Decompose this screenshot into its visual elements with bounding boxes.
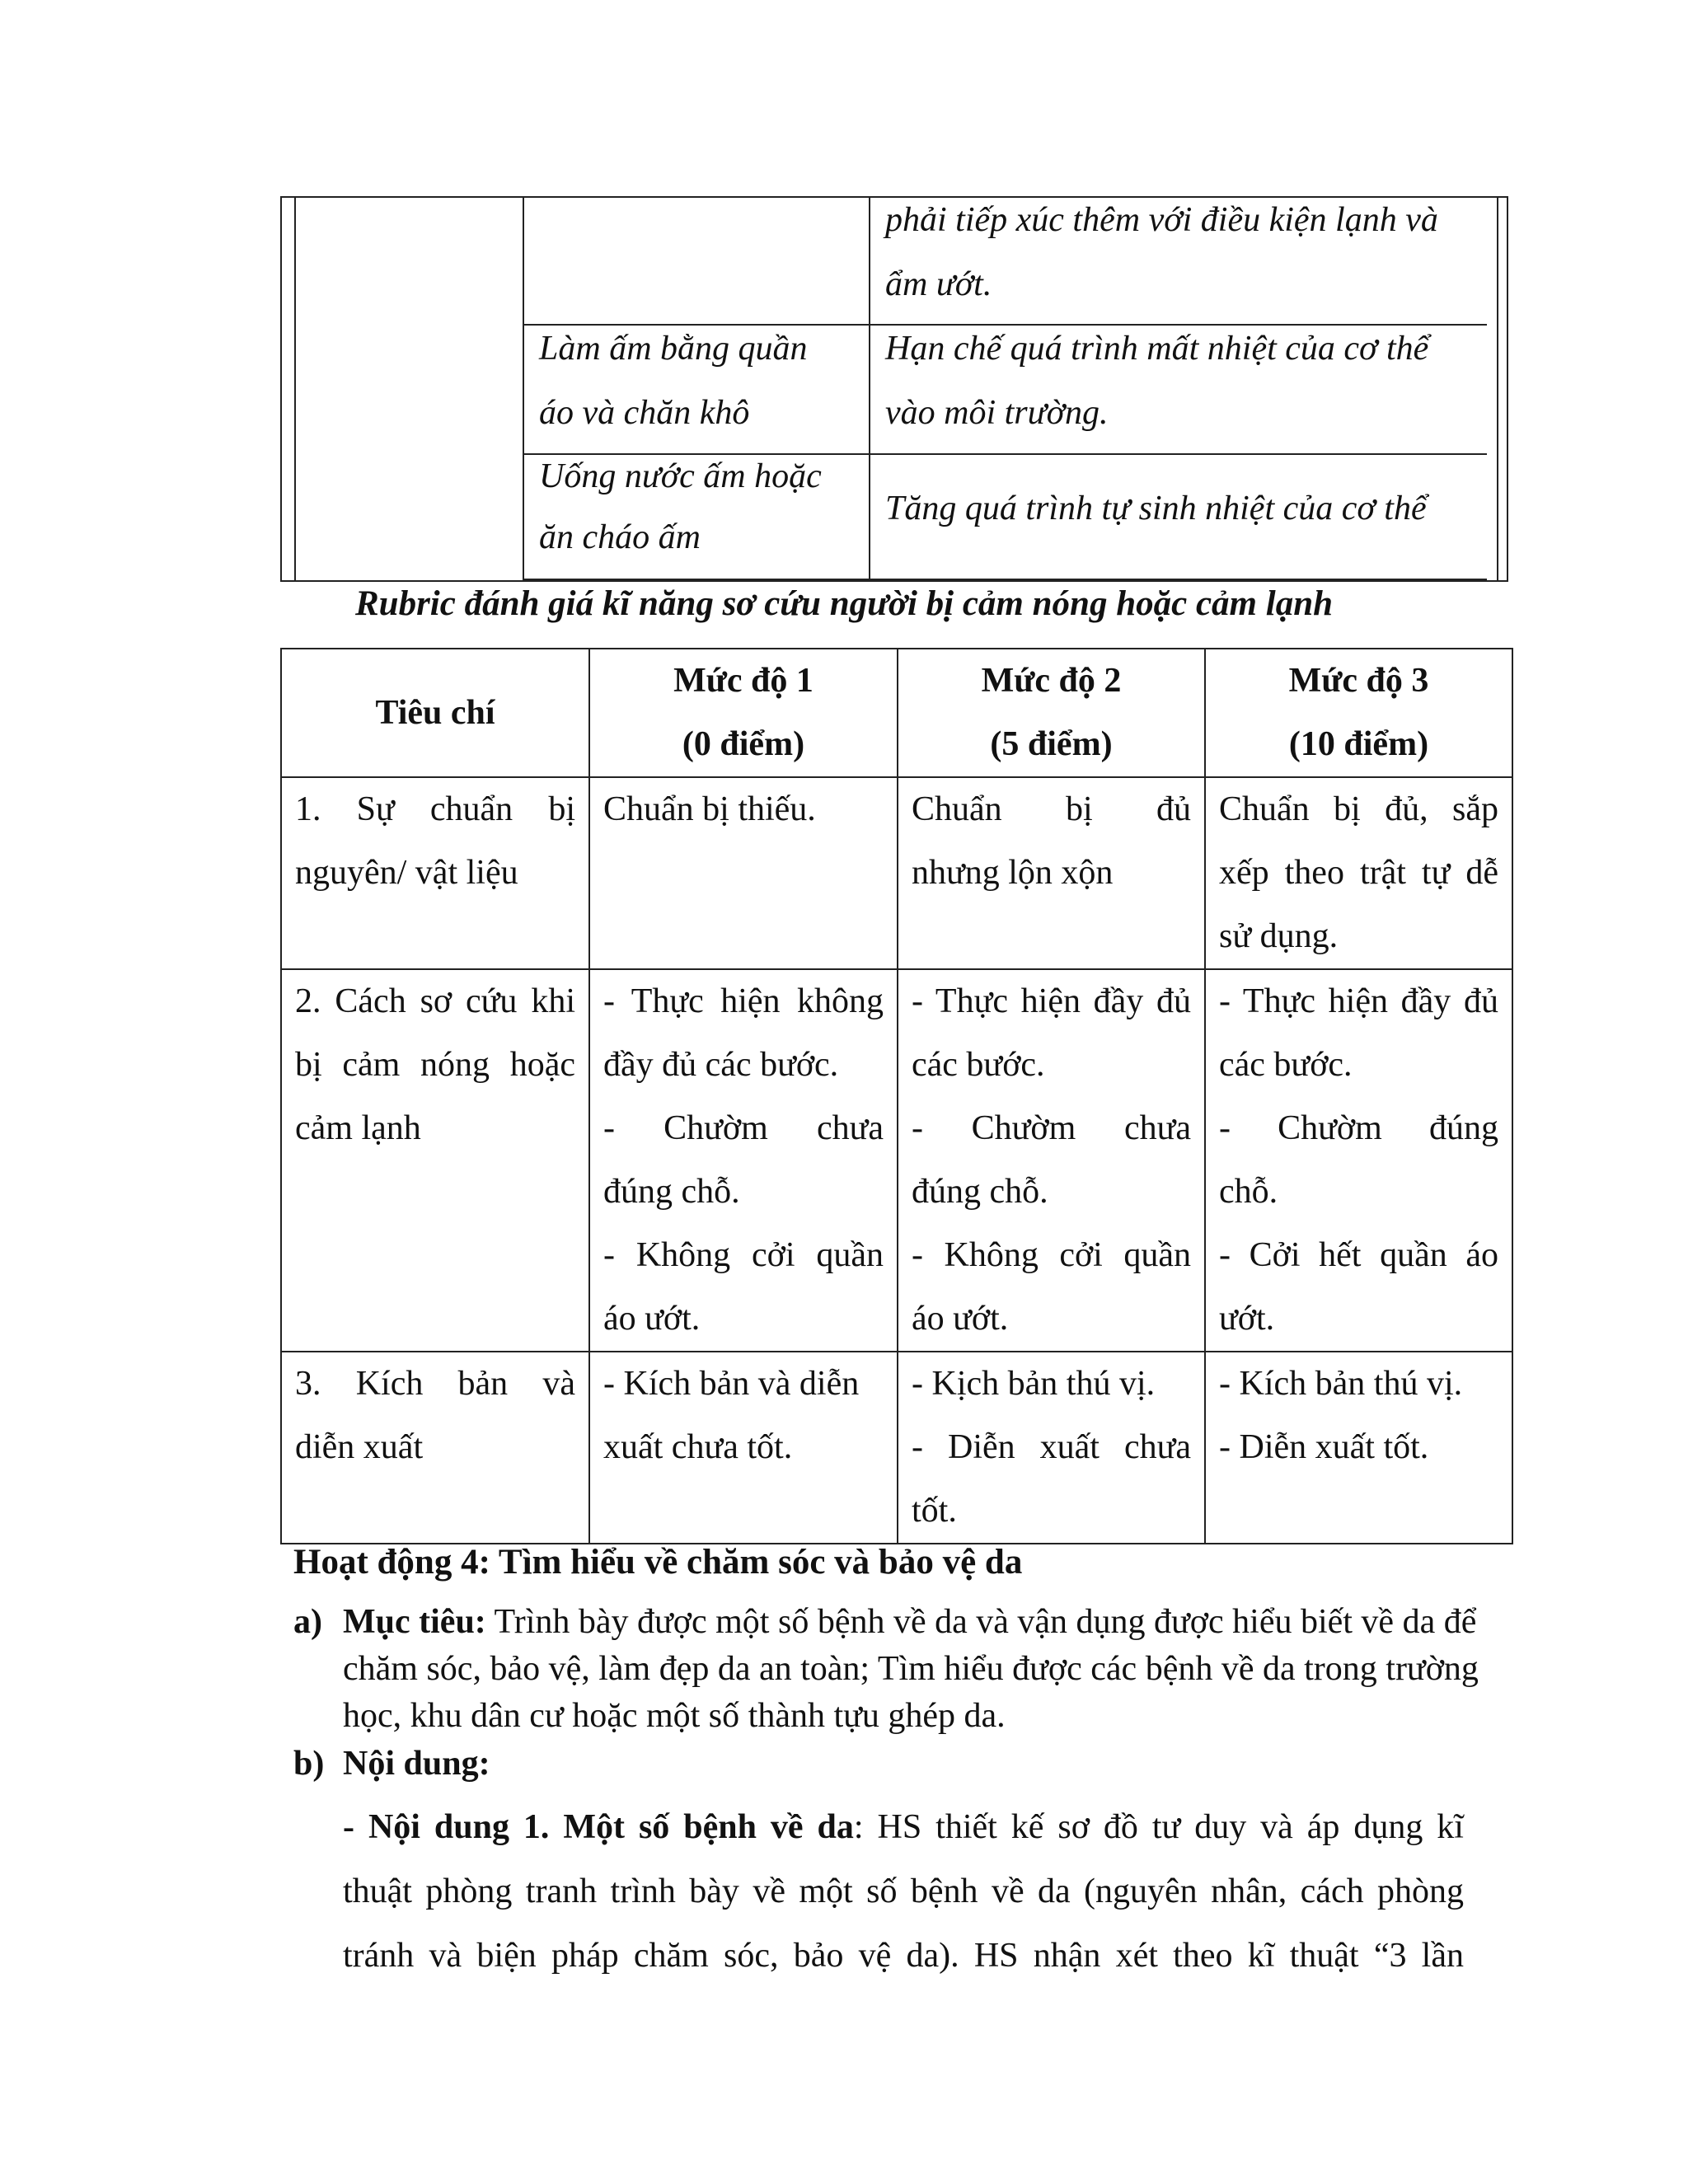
table-row bbox=[281, 969, 1512, 1352]
row2-criteria bbox=[281, 969, 589, 1352]
cell-line: áo và chăn khô bbox=[539, 394, 750, 432]
table-row bbox=[281, 1352, 1512, 1544]
cell-line: 3. Kích bản và bbox=[295, 1365, 575, 1403]
cell-line: xuất chưa tốt. bbox=[603, 1428, 793, 1466]
rubric-header-row bbox=[281, 649, 1512, 777]
cell-line: phải tiếp xúc thêm với điều kiện lạnh và bbox=[885, 201, 1438, 239]
objective-body bbox=[343, 1599, 1505, 1740]
continued-table-r3c3 bbox=[885, 476, 1427, 541]
cell-line: - Cởi hết quần áo bbox=[1219, 1236, 1498, 1274]
cell-line: áo ướt. bbox=[603, 1300, 701, 1338]
cell-line: ẩm ướt. bbox=[885, 265, 992, 303]
header-criteria: Tiêu chí bbox=[281, 649, 589, 777]
content-label: Nội dung: bbox=[343, 1745, 490, 1783]
rubric-title: Rubric đánh giá kĩ năng sơ cứu người bị cảm nóng hoặc cảm lạnh bbox=[354, 584, 1334, 623]
activity-4-heading: Hoạt động 4: Tìm hiểu về chăm sóc và bảo vệ da bbox=[293, 1543, 1023, 1582]
cell-line: chỗ. bbox=[1219, 1173, 1278, 1211]
paragraph-line: thuật phòng tranh trình bày về một số bệnh về da (nguyên nhân, cách phòng bbox=[343, 1872, 1464, 1910]
cell-line: đúng chỗ. bbox=[603, 1173, 740, 1211]
header-line: Mức độ 2 bbox=[981, 662, 1122, 700]
continued-table-r2c3 bbox=[885, 316, 1428, 445]
cell-line: - Kích bản và diễn bbox=[603, 1365, 860, 1403]
cell-line: - Kịch bản thú vị. bbox=[912, 1365, 1156, 1403]
cell-line: ăn cháo ấm bbox=[539, 518, 701, 556]
header-level-3 bbox=[1205, 649, 1512, 777]
paragraph-line: tránh và biện pháp chăm sóc, bảo vệ da). HS nhận xét theo kĩ thuật “3 lần bbox=[343, 1937, 1464, 1975]
header-line: (0 điểm) bbox=[682, 725, 805, 763]
continued-table-r1c3 bbox=[885, 188, 1438, 316]
table-row bbox=[281, 777, 1512, 969]
cell-line: - Không cởi quần bbox=[912, 1236, 1191, 1274]
objective-text: Trình bày được một số bệnh về da và vận dụng được hiểu biết về da để chăm sóc, bảo vệ, làm đẹp da an toàn; Tìm hiểu được các bệnh về da trong trường học, khu dân cư hoặc một số thành tựu ghép da. bbox=[343, 1603, 1479, 1735]
row3-level1 bbox=[589, 1352, 898, 1544]
content-body bbox=[343, 1739, 1505, 1788]
cell-line: Chuẩn bị đủ bbox=[912, 790, 1191, 828]
header-level-2 bbox=[898, 649, 1205, 777]
cell-line: - Diễn xuất tốt. bbox=[1219, 1428, 1429, 1466]
row2-level3 bbox=[1205, 969, 1512, 1352]
row3-criteria bbox=[281, 1352, 589, 1544]
cell-line: xếp theo trật tự dễ bbox=[1219, 854, 1498, 892]
cell-line: - Chườm chưa bbox=[912, 1109, 1191, 1147]
row2-level2 bbox=[898, 969, 1205, 1352]
row1-level3 bbox=[1205, 777, 1512, 969]
cell-line: Chuẩn bị đủ, sắp bbox=[1219, 790, 1498, 828]
row2-level1 bbox=[589, 969, 898, 1352]
cell-line: ướt. bbox=[1219, 1300, 1275, 1338]
header-line: Mức độ 1 bbox=[673, 662, 814, 700]
cell-line: áo ướt. bbox=[912, 1300, 1009, 1338]
cell-line: các bước. bbox=[1219, 1046, 1353, 1084]
cell-line: sử dụng. bbox=[1219, 917, 1339, 955]
continued-table-col-divider-2 bbox=[869, 196, 870, 582]
cell-line: Chuẩn bị thiếu. bbox=[603, 790, 816, 828]
paragraph-text: : HS thiết kế sơ đồ tư duy và áp dụng kĩ bbox=[853, 1808, 1464, 1846]
cell-line: đúng chỗ. bbox=[912, 1173, 1048, 1211]
cell-line: 1. Sự chuẩn bị bbox=[295, 790, 575, 828]
cell-line: - Thực hiện đầy đủ bbox=[1219, 982, 1498, 1020]
cell-line: 2. Cách sơ cứu khi bbox=[295, 982, 575, 1020]
cell-line: - Chườm đúng bbox=[1219, 1109, 1498, 1147]
cell-line: - Diễn xuất chưa bbox=[912, 1428, 1191, 1466]
row3-level3 bbox=[1205, 1352, 1512, 1544]
cell-line: - Chườm chưa bbox=[603, 1109, 884, 1147]
cell-line: Làm ấm bằng quần bbox=[539, 330, 808, 368]
continued-table-r2c2 bbox=[539, 316, 808, 445]
cell-line: Uống nước ấm hoặc bbox=[539, 457, 822, 495]
cell-line: các bước. bbox=[912, 1046, 1045, 1084]
content-1-label: - Nội dung 1. Một số bệnh về da bbox=[343, 1808, 854, 1846]
content-1-paragraph bbox=[343, 1795, 1464, 1988]
cell-line: - Thực hiện không bbox=[603, 982, 884, 1020]
cell-line: nhưng lộn xộn bbox=[912, 854, 1114, 892]
paragraph-line bbox=[343, 1795, 1464, 1859]
cell-line: bị cảm nóng hoặc bbox=[295, 1046, 575, 1084]
header-line: Mức độ 3 bbox=[1288, 662, 1429, 700]
cell-line: Hạn chế quá trình mất nhiệt của cơ thể bbox=[885, 330, 1429, 368]
row1-level2 bbox=[898, 777, 1205, 969]
row1-criteria bbox=[281, 777, 589, 969]
cell-line: tốt. bbox=[912, 1492, 957, 1530]
header-line: (10 điểm) bbox=[1288, 725, 1429, 763]
header-line: (5 điểm) bbox=[990, 725, 1113, 763]
cell-line: - Không cởi quần bbox=[603, 1236, 884, 1274]
continued-table-r3c2 bbox=[539, 446, 822, 568]
cell-line: cảm lạnh bbox=[295, 1109, 421, 1147]
continued-table-col-divider-1 bbox=[523, 196, 524, 582]
header-level-1 bbox=[589, 649, 898, 777]
cell-line: diễn xuất bbox=[295, 1428, 424, 1466]
list-marker-a: a) bbox=[293, 1603, 322, 1641]
cell-line: vào môi trường. bbox=[885, 394, 1109, 432]
rubric-table bbox=[280, 648, 1513, 1544]
row1-level1 bbox=[589, 777, 898, 969]
objective-label: Mục tiêu: bbox=[343, 1603, 486, 1641]
cell-line: - Thực hiện đầy đủ bbox=[912, 982, 1191, 1020]
cell-line: đầy đủ các bước. bbox=[603, 1046, 839, 1084]
list-marker-b: b) bbox=[293, 1745, 325, 1783]
cell-line: Tăng quá trình tự sinh nhiệt của cơ thể bbox=[885, 490, 1427, 527]
cell-line: - Kích bản thú vị. bbox=[1219, 1365, 1463, 1403]
cell-line: nguyên/ vật liệu bbox=[295, 854, 518, 892]
row3-level2 bbox=[898, 1352, 1205, 1544]
